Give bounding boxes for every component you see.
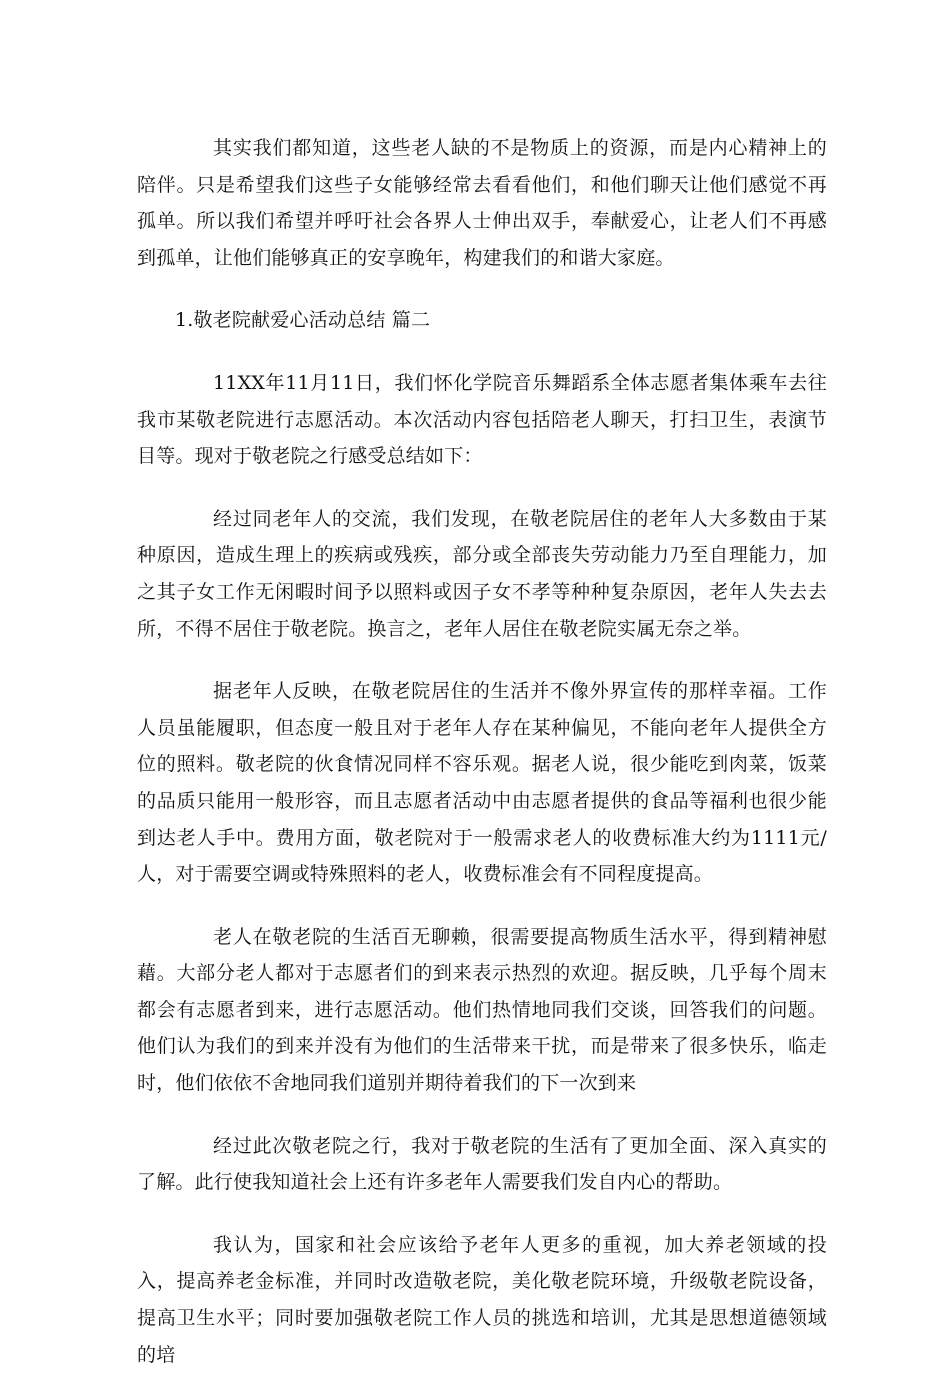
section-paragraph-3: 据老年人反映，在敬老院居住的生活并不像外界宣传的那样幸福。工作人员虽能履职，但态度一般且对于老年人存在某种偏见，不能向老年人提供全方位的照料。敬老院的伙食情况同样不容乐观。据老人说，很少能吃到肉菜，饭菜的品质只能用一般形容，而且志愿者活动中由志愿者提供的食品等福利也很少能到达老人手中。费用方面，敬老院对于一般需求老人的收费标准大约为1111元/人，对于需要空调或特殊照料的老人，收费标准会有不同程度提高。: [137, 680, 827, 886]
section-paragraph-6: 我认为，国家和社会应该给予老年人更多的重视，加大养老领域的投入，提高养老金标准，并同时改造敬老院，美化敬老院环境，升级敬老院设备，提高卫生水平；同时要加强敬老院工作人员的挑选和培训，尤其是思想道德领域的培: [137, 1233, 827, 1366]
section-paragraph-1: 11XX年11月11日，我们怀化学院音乐舞蹈系全体志愿者集体乘车去往我市某敬老院进行志愿活动。本次活动内容包括陪老人聊天，打扫卫生，表演节目等。现对于敬老院之行感受总结如下：: [137, 371, 827, 468]
section-heading: 1.敬老院献爱心活动总结 篇二: [175, 309, 431, 332]
document-body: [137, 130, 827, 1399]
section-paragraph-4: 老人在敬老院的生活百无聊赖，很需要提高物质生活水平，得到精神慰藉。大部分老人都对于志愿者们的到来表示热烈的欢迎。据反映，几乎每个周末都会有志愿者到来，进行志愿活动。他们热情地同我们交谈，回答我们的问题。他们认为我们的到来并没有为他们的生活带来干扰，而是带来了很多快乐，临走时，他们依依不舍地同我们道别并期待着我们的下一次到来: [137, 925, 827, 1095]
section-paragraph-2: 经过同老年人的交流，我们发现，在敬老院居住的老年人大多数由于某种原因，造成生理上的疾病或残疾，部分或全部丧失劳动能力乃至自理能力，加之其子女工作无闲暇时间予以照料或因子女不孝等种种复杂原因，老年人失去去所，不得不居住于敬老院。换言之，老年人居住在敬老院实属无奈之举。: [137, 507, 827, 640]
section-paragraph-5: 经过此次敬老院之行，我对于敬老院的生活有了更加全面、深入真实的了解。此行使我知道社会上还有许多老年人需要我们发自内心的帮助。: [137, 1134, 827, 1194]
intro-paragraph: 其实我们都知道，这些老人缺的不是物质上的资源，而是内心精神上的陪伴。只是希望我们这些子女能够经常去看看他们，和他们聊天让他们感觉不再孤单。所以我们希望并呼吁社会各界人士伸出双手，奉献爱心，让老人们不再感到孤单，让他们能够真正的安享晚年，构建我们的和谐大家庭。: [137, 137, 827, 269]
